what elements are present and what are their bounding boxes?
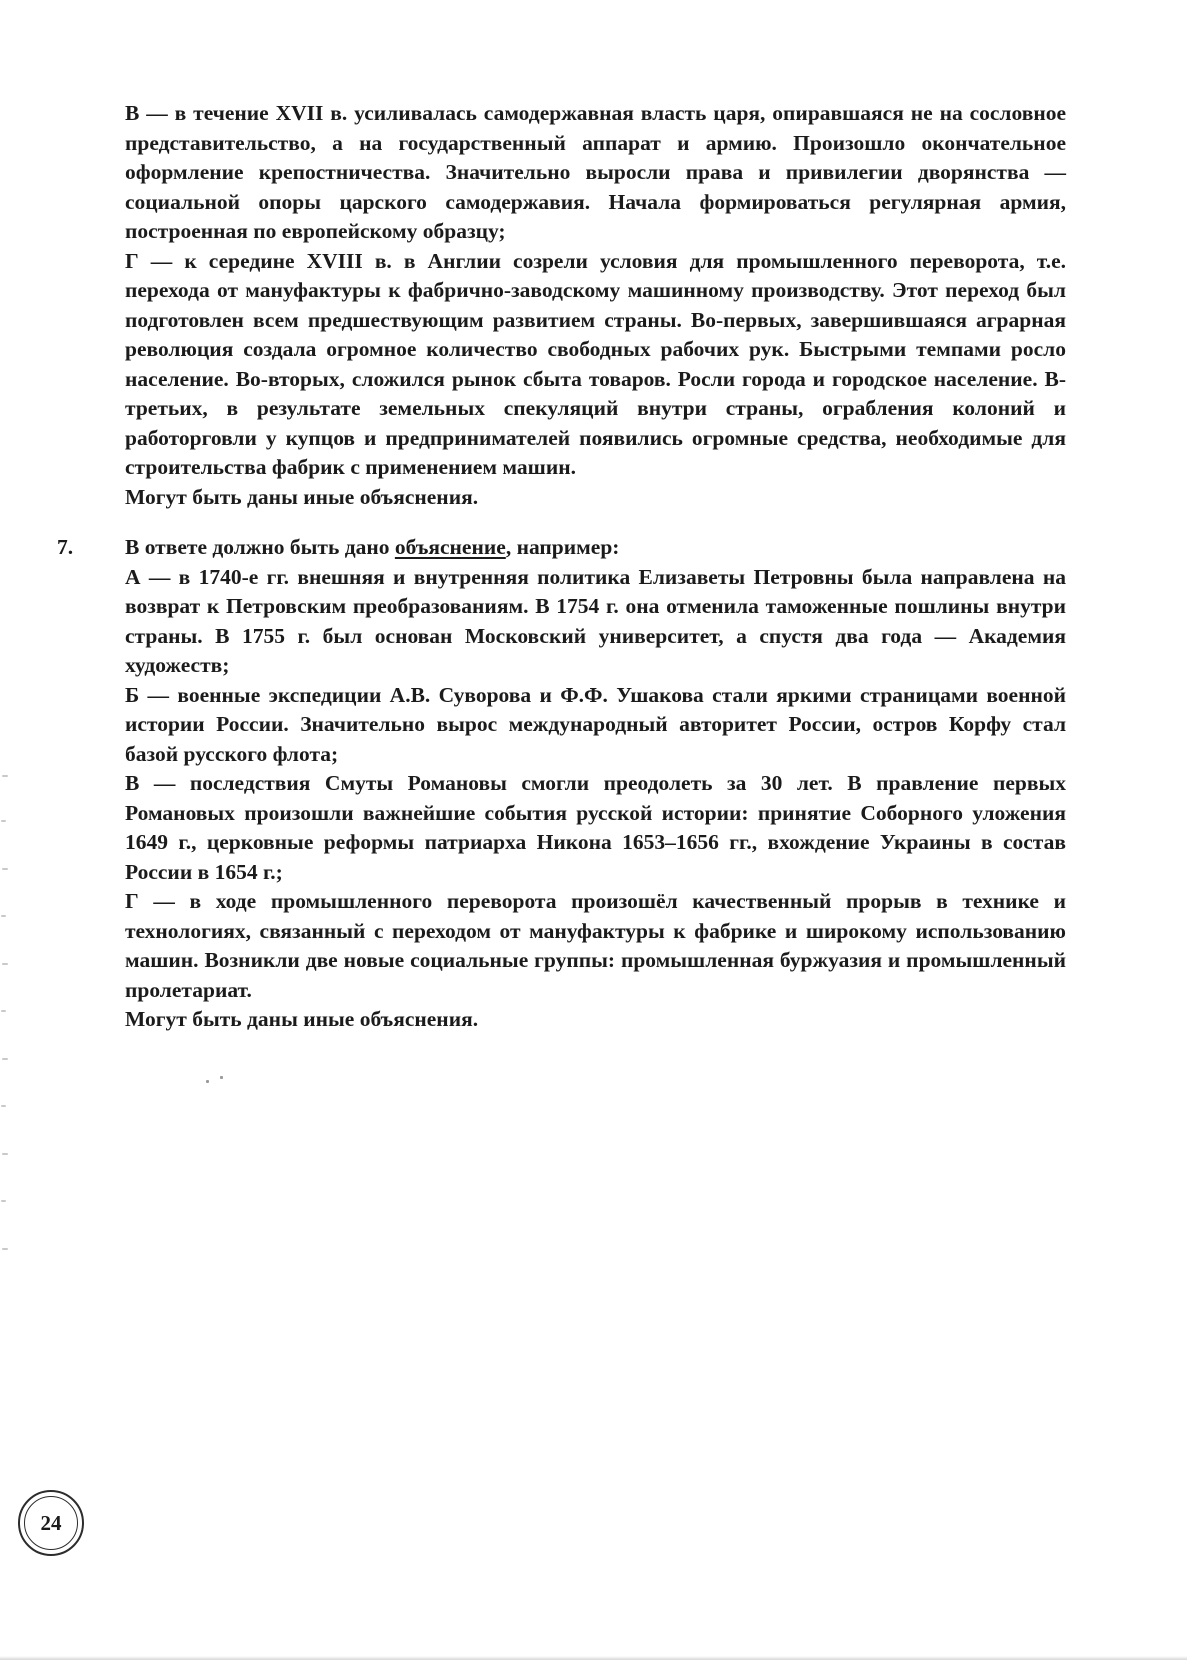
answer-note: Могут быть даны иные объяснения. [125,1007,479,1031]
answers-text-block [57,99,1066,1035]
scan-artifact [2,963,8,965]
scan-artifact [220,1076,223,1079]
answer-paragraph-v: В — в течение XVII в. усиливалась самодержавная власть царя, опиравшаяся не на сословное представительство, а на государственный аппарат и армию. Произошло окончательное оформление крепостничества. Значительно выросли права и привилегии дворянства — социальной опоры царского самодержавия. Начала формироваться регулярная армия, построенная по европейскому образцу; [125,101,1066,243]
question-7-answer [57,533,1066,1035]
scan-artifact [2,775,8,777]
page-number: 24 [40,1510,62,1535]
intro-text-suffix: , например: [505,535,620,559]
question-7-number: 7. [57,535,74,559]
question-7-intro [125,533,1066,563]
answer-paragraph-v: В — последствия Смуты Романовы смогли преодолеть за 30 лет. В правление первых Романовых произошли важнейшие события русской истории: принятие Соборного уложения 1649 г., церковные реформы патриарха Никона 1653–1656 гг., вхождение Украины в состав России в 1654 г.; [125,771,1066,884]
scan-artifact [1,820,6,822]
answer-paragraph-g: Г — к середине XVIII в. в Англии созрели условия для промышленного переворота, т.е. перехода от мануфактуры к фабрично-заводскому машинному производству. Этот переход был подготовлен всем предшествующим развитием страны. Во-первых, завершившаяся аграрная революция создала огромное количество свободных рабочих рук. Быстрыми темпами росло население. Во-вторых, сложился рынок сбыта товаров. Росли города и городское население. В-третьих, в результате земельных спекуляций внутри страны, ограбления колоний и работорговли у купцов и предпринимателей появились огромные средства, необходимые для строительства фабрик с применением машин. [125,248,1066,479]
scan-artifact [2,868,8,870]
answer-paragraph-a: А — в 1740-е гг. внешняя и внутренняя политика Елизаветы Петровны была направлена на возврат к Петровским преобразованиям. В 1754 г. она отменила таможенные пошлины внутри страны. В 1755 г. был основан Московский университет, а спустя два года — Академия художеств; [125,564,1066,677]
scan-artifact [1,1105,6,1107]
page-number-badge [18,1490,84,1556]
scan-artifact [1,1200,6,1202]
scan-artifact [2,1248,8,1250]
scan-artifact [1,915,6,917]
page-number-inner-ring [24,1496,78,1550]
scan-artifact [206,1080,209,1083]
answer-paragraph-g: Г — в ходе промышленного переворота произошёл качественный прорыв в технике и технологиях, связанный с переходом от мануфактуры к фабрике и широкому использованию машин. Возникли две новые социальные группы: промышленная буржуазия и промышленный пролетариат. [125,889,1066,1002]
scan-artifact [2,1058,8,1060]
answer-note: Могут быть даны иные объяснения. [125,484,479,509]
scan-artifact [2,1153,8,1155]
scan-bottom-edge [0,1656,1187,1660]
intro-text-prefix: В ответе должно быть дано [125,535,395,559]
scan-artifact [1,1010,6,1012]
answer-paragraph-b: Б — военные экспедиции А.В. Суворова и Ф.Ф. Ушакова стали яркими страницами военной истории России. Значительно вырос международный авторитет России, остров Корфу стал базой русского флота; [125,682,1066,766]
underlined-term: объяснение [394,535,506,559]
